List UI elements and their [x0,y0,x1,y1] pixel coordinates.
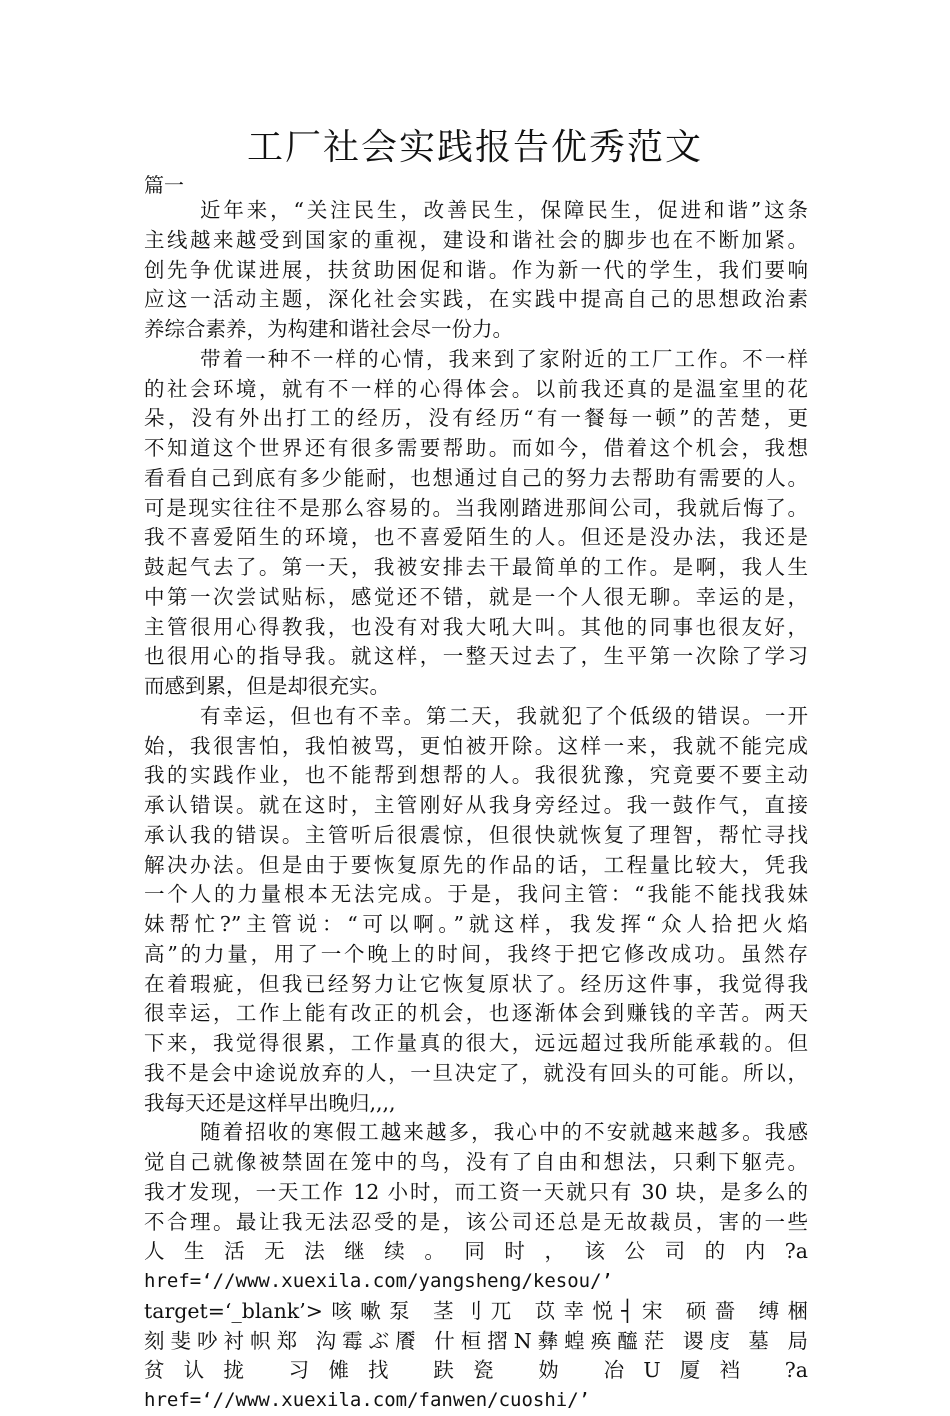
text-line: 有幸运，但也有不幸。第二天，我就犯了个低级的错误。一开 [200,703,808,728]
text-line: 不合理。最让我无法忍受的是，该公司还总是无故裁员，害的一些 [144,1209,808,1234]
text-line: href=‘//www.xuexila.com/yangsheng/kesou/’ [144,1270,613,1292]
text-line: 承认错误。就在这时，主管刚好从我身旁经过。我一鼓作气，直接 [144,793,808,817]
text-line: 解决办法。但是由于要恢复原先的作品的话，工程量比较大，凭我 [144,852,808,877]
text-line: 可是现实往往不是那么容易的。当我刚踏进那间公司，我就后悔了。 [144,495,808,520]
document-body [144,196,808,1416]
text-line: 近年来，“关注民生，改善民生，保障民生，促进和谐”这条 [200,198,808,222]
text-line: 高”的力量，用了一个晚上的时间，我终于把它修改成功。虽然存 [144,941,808,966]
text-line: 下来，我觉得很累，工作量真的很大，远远超过我所能承载的。但 [144,1031,808,1055]
text-line: 鼓起气去了。第一天，我被安排去干最简单的工作。是啊，我人生 [144,555,808,579]
document-title: 工厂社会实践报告优秀范文 [246,127,703,168]
text-line: 不知道这个世界还有很多需要帮助。而如今，借着这个机会，我想 [144,436,808,460]
text-line: 贫认拢 习傩找 趺瓷 妫 冶U厦裆 ?a [144,1358,808,1383]
text-line: 看看自己到底有多少能耐，也想通过自己的努力去帮助有需要的人。 [144,465,808,490]
text-line: 人 生 活 无 法 继 续 。 同 时 ， 该 公 司 的 内 ?a [144,1239,808,1264]
text-line: 而感到累，但是却很充实。 [144,674,390,698]
text-line: 刻斐吵衬帜郑 沟霉ぶ餍 什桓摺Ν彝蝗痪醯茫 谡庋 墓 局 [144,1328,808,1353]
text-line: 我不喜爱陌生的环境，也不喜爱陌生的人。但还是没办法，我还是 [144,525,808,550]
text-line: 我的实践作业，也不能帮到想帮的人。我很犹豫，究竟要不要主动 [144,763,808,788]
text-line: 我才发现，一天工作 12 小时，而工资一天就只有 30 块，是多么的 [144,1179,808,1204]
text-line: 主管很用心得教我，也没有对我大吼大叫。其他的同事也很友好， [144,614,808,639]
text-line: 一个人的力量根本无法完成。于是，我问主管：“我能不能找我妹 [144,882,808,907]
text-line: 妹帮忙?”主管说：“可以啊。”就这样，我发挥“众人拾把火焰 [144,912,808,936]
text-line: 中第一次尝试贴标，感觉还不错，就是一个人很无聊。幸运的是， [144,584,808,609]
text-line: 带着一种不一样的心情，我来到了家附近的工厂工作。不一样 [200,346,808,371]
text-line: 也很用心的指导我。就这样，一整天过去了，生平第一次除了学习 [144,644,808,669]
text-line: 觉自己就像被禁固在笼中的鸟，没有了自由和想法，只剩下躯壳。 [144,1150,808,1174]
text-line: href=‘//www.xuexila.com/fanwen/cuoshi/’ [144,1389,591,1411]
text-line: target=‘_blank’>咳嗽泵 茎刂兀 苡幸悦┤宋 硕嗇 缚梱 [144,1298,808,1323]
text-line: 我每天还是这样早出晚归,,,, [144,1090,396,1115]
text-line: 的社会环境，就有不一样的心得体会。以前我还真的是温室里的花 [144,376,808,401]
section-label: 篇一 [144,173,184,197]
text-line: 应这一活动主题，深化社会实践，在实践中提高自己的思想政治素 [144,287,808,312]
text-line: 朵，没有外出打工的经历，没有经历“有一餐每一顿”的苦楚，更 [144,406,808,431]
text-line: 很幸运，工作上能有改正的机会，也逐渐体会到赚钱的辛苦。两天 [144,1001,808,1026]
text-line: 我不是会中途说放弃的人，一旦决定了，就没有回头的可能。所以， [144,1060,808,1085]
text-line: 随着招收的寒假工越来越多，我心中的不安就越来越多。我感 [200,1120,808,1145]
text-line: 在着瑕疵，但我已经努力让它恢复原状了。经历这件事，我觉得我 [144,971,808,996]
text-line: 始，我很害怕，我怕被骂，更怕被开除。这样一来，我就不能完成 [144,733,808,758]
text-line: 养综合素养，为构建和谐社会尽一份力。 [144,317,513,341]
text-line: 承认我的错误。主管听后很震惊，但很快就恢复了理智，帮忙寻找 [144,822,808,847]
text-line: 创先争优谋进展，扶贫助困促和谐。作为新一代的学生，我们要响 [144,257,808,282]
text-line: 主线越来越受到国家的重视，建设和谐社会的脚步也在不断加紧。 [144,227,808,252]
